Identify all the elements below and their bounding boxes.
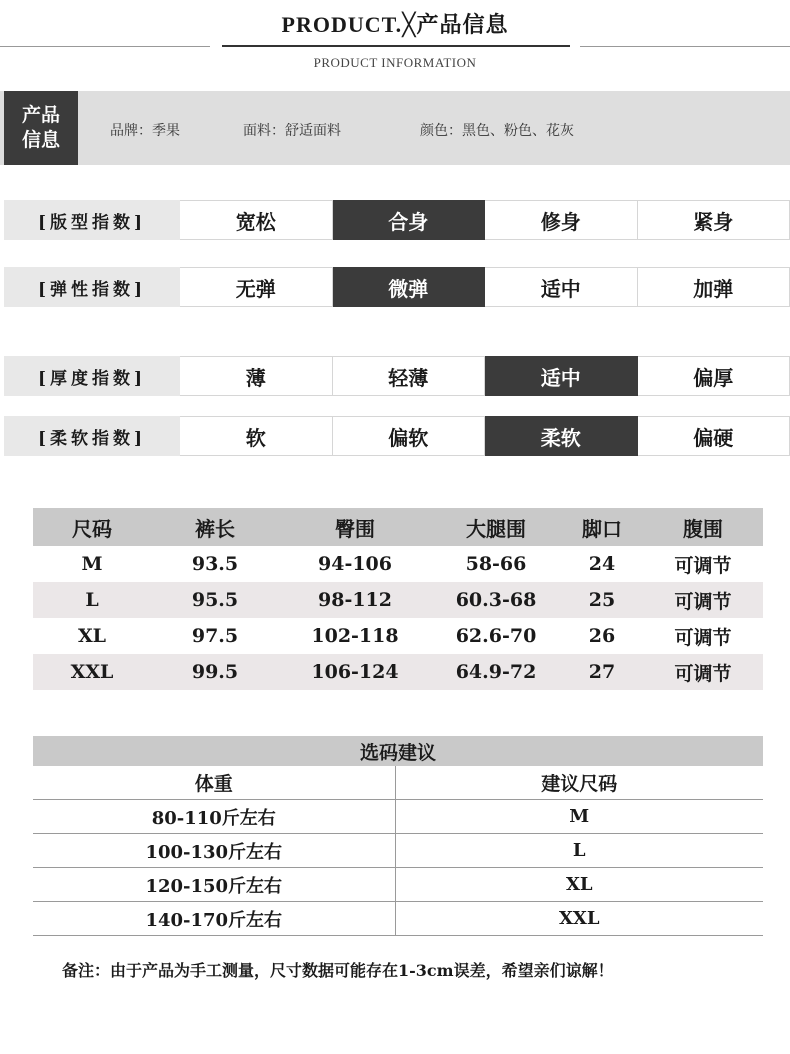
page-title (0, 8, 790, 39)
product-info-tag (4, 91, 78, 165)
table-row (33, 902, 763, 936)
weight-cell: 140-170斤左右 (33, 902, 395, 936)
size-table (33, 508, 763, 690)
thigh-cell: 64.9-72 (431, 654, 561, 690)
table-row (33, 618, 763, 654)
thickness-option: 轻薄 (333, 356, 486, 396)
fit-option-selected: 合身 (333, 200, 486, 240)
length-cell: 95.5 (151, 582, 279, 618)
hip-cell: 98-112 (279, 582, 431, 618)
softness-option: 软 (180, 416, 333, 456)
hip-cell: 106-124 (279, 654, 431, 690)
thickness-index-row (4, 356, 790, 396)
softness-option-selected: 柔软 (485, 416, 638, 456)
softness-index-row (4, 416, 790, 456)
size-cell: XL (77, 625, 107, 647)
length-cell: 97.5 (191, 625, 239, 647)
elasticity-index-row (4, 267, 790, 307)
header-size: 尺码 (33, 508, 151, 546)
waist-cell: 可调节 (643, 582, 763, 618)
fit-option: 修身 (485, 200, 638, 240)
size-cell: L (33, 582, 151, 618)
thickness-option: 偏厚 (638, 356, 790, 396)
hip-cell: 102-118 (311, 625, 399, 647)
hem-cell: 26 (588, 625, 616, 647)
title-mark: ╳ (402, 13, 417, 38)
table-row (33, 834, 763, 868)
fit-index-row (4, 200, 790, 240)
header-length: 裤长 (151, 508, 279, 546)
brand-text: 品牌：季果 (110, 123, 180, 139)
header-waist: 腹围 (643, 508, 763, 546)
size-cell: M (81, 553, 103, 575)
title-rule-center (222, 45, 570, 47)
length-cell: 99.5 (151, 654, 279, 690)
hem-cell: 27 (561, 654, 643, 690)
title-latin: PRODUCT. (281, 12, 403, 37)
header-hip: 臀围 (279, 508, 431, 546)
softness-option: 偏硬 (638, 416, 790, 456)
header-thigh: 大腿围 (431, 508, 561, 546)
product-info-tag-text: 产品信息 (21, 104, 60, 151)
page-subtitle: PRODUCT INFORMATION (313, 55, 477, 70)
weight-cell: 120-150斤左右 (33, 868, 395, 902)
header-weight: 体重 (33, 766, 395, 800)
elasticity-option: 适中 (485, 267, 638, 307)
suggested-size-cell: M (395, 800, 763, 834)
waist-cell: 可调节 (674, 554, 732, 577)
title-rule-right (580, 46, 790, 47)
fit-option: 宽松 (180, 200, 333, 240)
hem-cell: 25 (561, 582, 643, 618)
title-rule-left (0, 46, 210, 47)
fit-index-label: [版型指数] (4, 200, 180, 240)
fit-option: 紧身 (638, 200, 790, 240)
thickness-option-selected: 适中 (485, 356, 638, 396)
thickness-option: 薄 (180, 356, 333, 396)
title-cn: 产品信息 (416, 12, 509, 38)
size-cell: XXL (33, 654, 151, 690)
table-row (33, 800, 763, 834)
recommend-table (33, 766, 763, 936)
weight-cell: 80-110斤左右 (33, 800, 395, 834)
thigh-cell: 60.3-68 (431, 582, 561, 618)
table-row (33, 582, 763, 618)
color-text: 颜色：黑色、粉色、花灰 (420, 123, 574, 139)
table-row (33, 546, 763, 582)
elasticity-option: 加弹 (638, 267, 790, 307)
suggested-size-cell: XXL (395, 902, 763, 936)
thickness-index-label: [厚度指数] (4, 356, 180, 396)
hem-cell: 24 (588, 553, 616, 575)
suggested-size-cell: L (395, 834, 763, 868)
length-cell: 93.5 (191, 553, 239, 575)
measurement-note: 备注：由于产品为手工测量，尺寸数据可能存在1-3cm误差，希望亲们谅解！ (62, 961, 614, 980)
weight-cell: 100-130斤左右 (33, 834, 395, 868)
elasticity-option-selected: 微弹 (333, 267, 486, 307)
header-hem: 脚口 (561, 508, 643, 546)
elasticity-index-label: [弹性指数] (4, 267, 180, 307)
suggested-size-cell: XL (395, 868, 763, 902)
waist-cell: 可调节 (674, 626, 732, 649)
hip-cell: 94-106 (318, 553, 392, 575)
table-row (33, 654, 763, 690)
recommend-header-row (33, 766, 763, 800)
header-suggested-size: 建议尺码 (395, 766, 763, 800)
fabric-text: 面料：舒适面料 (243, 123, 341, 139)
elasticity-option: 无弹 (180, 267, 333, 307)
table-row (33, 868, 763, 902)
recommend-title: 选码建议 (33, 736, 763, 766)
softness-index-label: [柔软指数] (4, 416, 180, 456)
softness-option: 偏软 (333, 416, 486, 456)
thigh-cell: 58-66 (465, 553, 527, 575)
thigh-cell: 62.6-70 (455, 625, 537, 647)
waist-cell: 可调节 (643, 654, 763, 690)
size-table-header (33, 508, 763, 546)
